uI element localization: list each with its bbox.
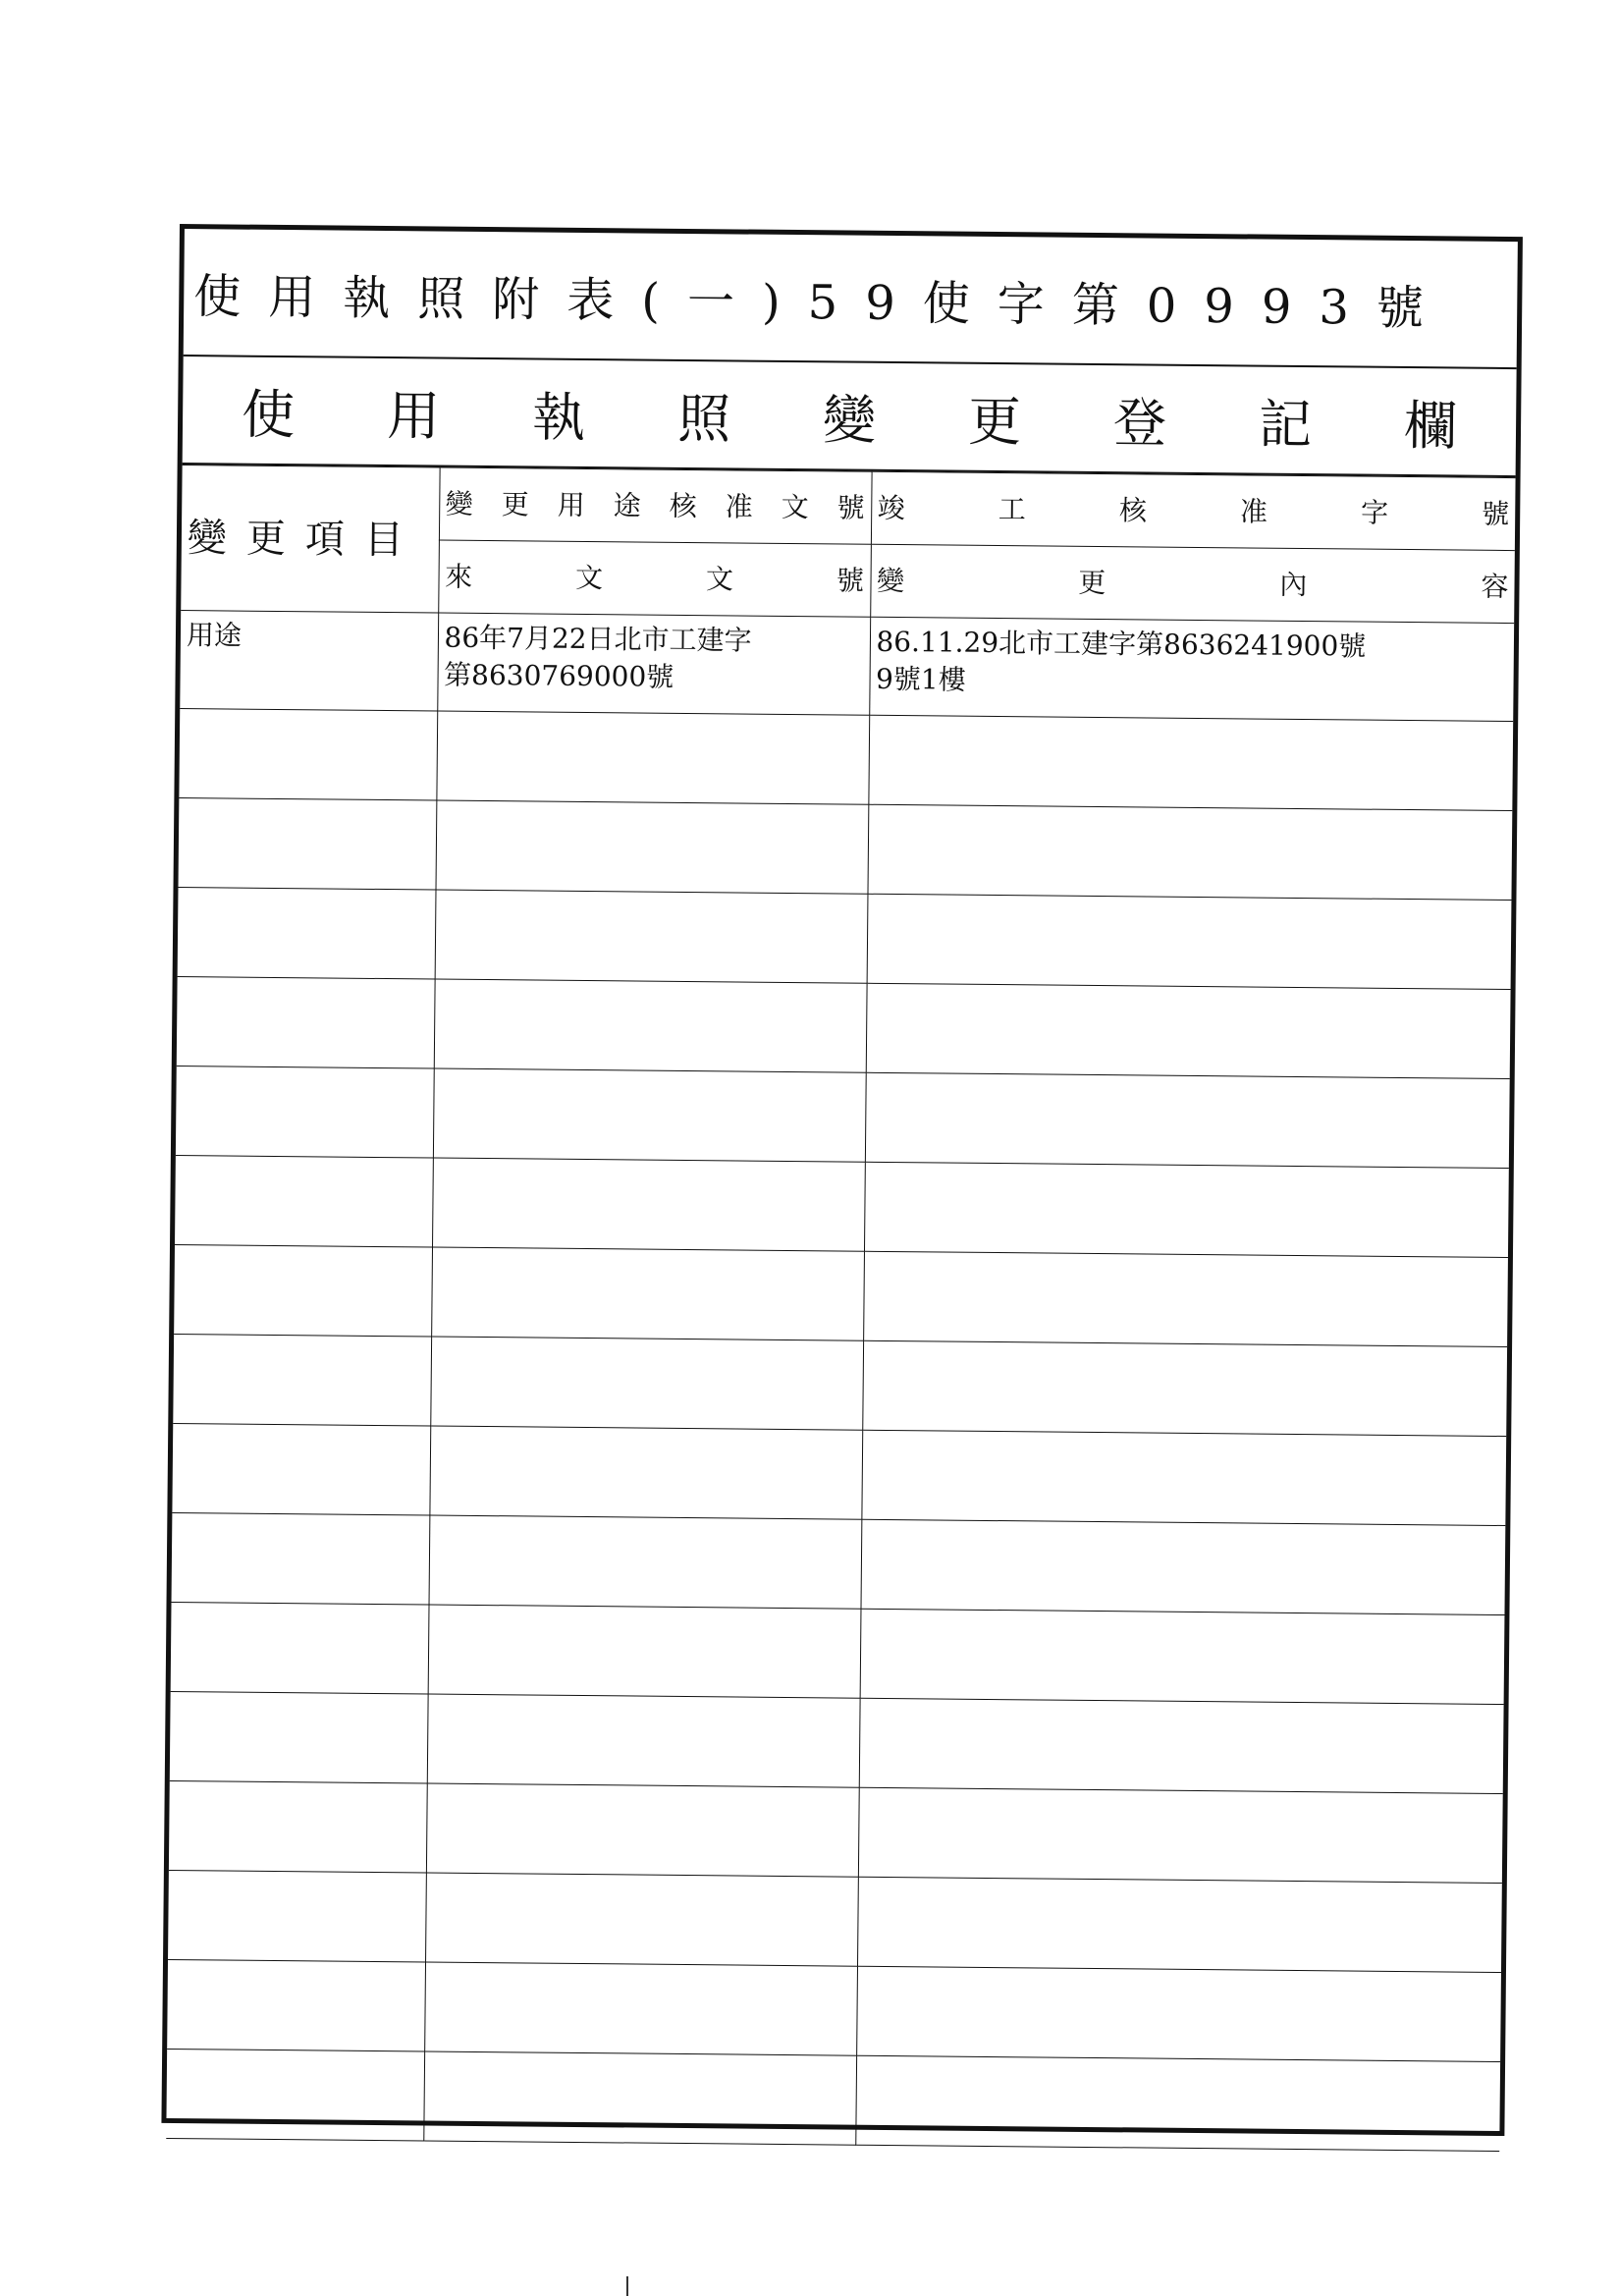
empty-row	[169, 1780, 1503, 1883]
empty-cell	[177, 977, 435, 1069]
certificate-form	[161, 224, 1550, 2136]
empty-row	[175, 1156, 1509, 1258]
empty-cell	[436, 800, 869, 894]
header-change-content	[870, 544, 1515, 623]
header-char: 文	[781, 490, 809, 523]
empty-row	[178, 888, 1512, 990]
header-char: 核	[669, 489, 697, 522]
empty-row	[176, 1066, 1510, 1169]
empty-cell	[863, 1251, 1508, 1346]
empty-cell	[178, 888, 436, 980]
empty-cell	[867, 804, 1512, 900]
empty-cell	[423, 2051, 856, 2145]
empty-row	[172, 1512, 1506, 1614]
row-item-cell: 用途	[180, 611, 438, 712]
empty-cell	[860, 1609, 1505, 1704]
header-char: 號	[1482, 497, 1510, 530]
empty-cell	[166, 2049, 424, 2141]
empty-cell	[429, 1426, 862, 1519]
content-line-2: 9號1樓	[875, 662, 966, 696]
empty-cell	[857, 1877, 1502, 1972]
empty-cell	[425, 1873, 858, 1966]
empty-cell	[858, 1787, 1503, 1883]
empty-row	[179, 709, 1513, 811]
empty-cell	[432, 1158, 865, 1251]
empty-cell	[856, 1966, 1501, 2061]
empty-cell	[179, 709, 437, 801]
section-title: 使用執照變更登記欄	[241, 383, 1550, 458]
header-row-1	[182, 465, 1516, 551]
empty-row	[167, 1959, 1501, 2061]
empty-row	[177, 977, 1511, 1079]
empty-cell	[173, 1334, 431, 1426]
empty-cell	[429, 1515, 862, 1609]
content-line-1: 86.11.29北市工建字第8636241900號	[876, 625, 1367, 663]
change-register-table	[166, 465, 1515, 2152]
empty-cell	[864, 1162, 1509, 1257]
empty-cell	[862, 1340, 1507, 1436]
header-incoming-no	[438, 540, 871, 617]
header-change-item: 變更項目	[181, 465, 439, 614]
empty-cell	[866, 983, 1511, 1078]
empty-cell	[431, 1247, 864, 1340]
empty-cell	[436, 711, 869, 804]
scan-mark	[626, 2276, 628, 2296]
empty-row	[172, 1423, 1506, 1525]
empty-cell	[179, 798, 437, 891]
empty-cell	[434, 979, 867, 1072]
document-title: 使用執照附表(一)59使字第0993號	[193, 268, 1452, 336]
empty-cell	[172, 1512, 430, 1605]
header-char: 文	[705, 562, 734, 595]
header-char: 用	[557, 488, 585, 521]
empty-cell	[426, 1783, 859, 1877]
header-char: 變	[445, 487, 473, 520]
row-content-cell	[869, 617, 1514, 721]
header-char: 准	[725, 489, 753, 523]
row-approval-cell	[437, 613, 870, 715]
header-char: 內	[1279, 568, 1308, 601]
empty-cell	[435, 890, 868, 983]
header-char: 准	[1239, 494, 1268, 528]
empty-cell	[424, 1962, 857, 2055]
empty-row	[174, 1245, 1508, 1347]
empty-row	[168, 1870, 1502, 1972]
empty-cell	[867, 894, 1512, 989]
header-char: 號	[836, 563, 865, 597]
empty-cell	[176, 1066, 434, 1159]
header-char: 核	[1118, 493, 1148, 526]
header-completion-no	[871, 471, 1516, 550]
empty-cell	[167, 1959, 425, 2051]
header-approval-no	[439, 467, 872, 544]
title-row	[184, 229, 1518, 369]
header-char: 竣	[877, 491, 905, 524]
header-char: 容	[1481, 570, 1509, 603]
empty-cell	[868, 715, 1513, 810]
table-row	[180, 611, 1514, 722]
empty-cell	[168, 1870, 426, 1962]
empty-cell	[433, 1068, 866, 1162]
empty-row	[170, 1691, 1504, 1793]
empty-row	[171, 1602, 1505, 1704]
approval-line-2: 第8630769000號	[443, 658, 674, 693]
header-char: 文	[574, 561, 604, 594]
header-char: 變	[876, 564, 905, 597]
empty-cell	[859, 1698, 1504, 1793]
empty-cell	[861, 1430, 1506, 1525]
header-char: 工	[998, 492, 1027, 525]
empty-row	[166, 2049, 1500, 2151]
empty-cell	[170, 1691, 428, 1783]
empty-cell	[428, 1605, 861, 1698]
empty-cell	[427, 1694, 860, 1787]
header-char: 途	[613, 488, 641, 522]
empty-row	[179, 798, 1513, 901]
header-char: 更	[1078, 566, 1106, 599]
empty-cell	[172, 1423, 430, 1515]
empty-cell	[855, 2055, 1500, 2151]
empty-cell	[860, 1519, 1505, 1614]
header-char: 號	[836, 490, 865, 524]
header-char: 字	[1360, 496, 1389, 529]
header-char: 來	[444, 560, 473, 593]
approval-line-1: 86年7月22日北市工建字	[444, 621, 752, 657]
empty-cell	[430, 1337, 863, 1430]
empty-cell	[171, 1602, 429, 1694]
empty-cell	[169, 1780, 427, 1873]
empty-cell	[174, 1245, 432, 1338]
empty-cell	[175, 1156, 433, 1248]
header-char: 更	[501, 487, 529, 520]
subtitle-row	[183, 356, 1550, 477]
empty-cell	[865, 1072, 1510, 1168]
empty-row	[173, 1334, 1507, 1436]
